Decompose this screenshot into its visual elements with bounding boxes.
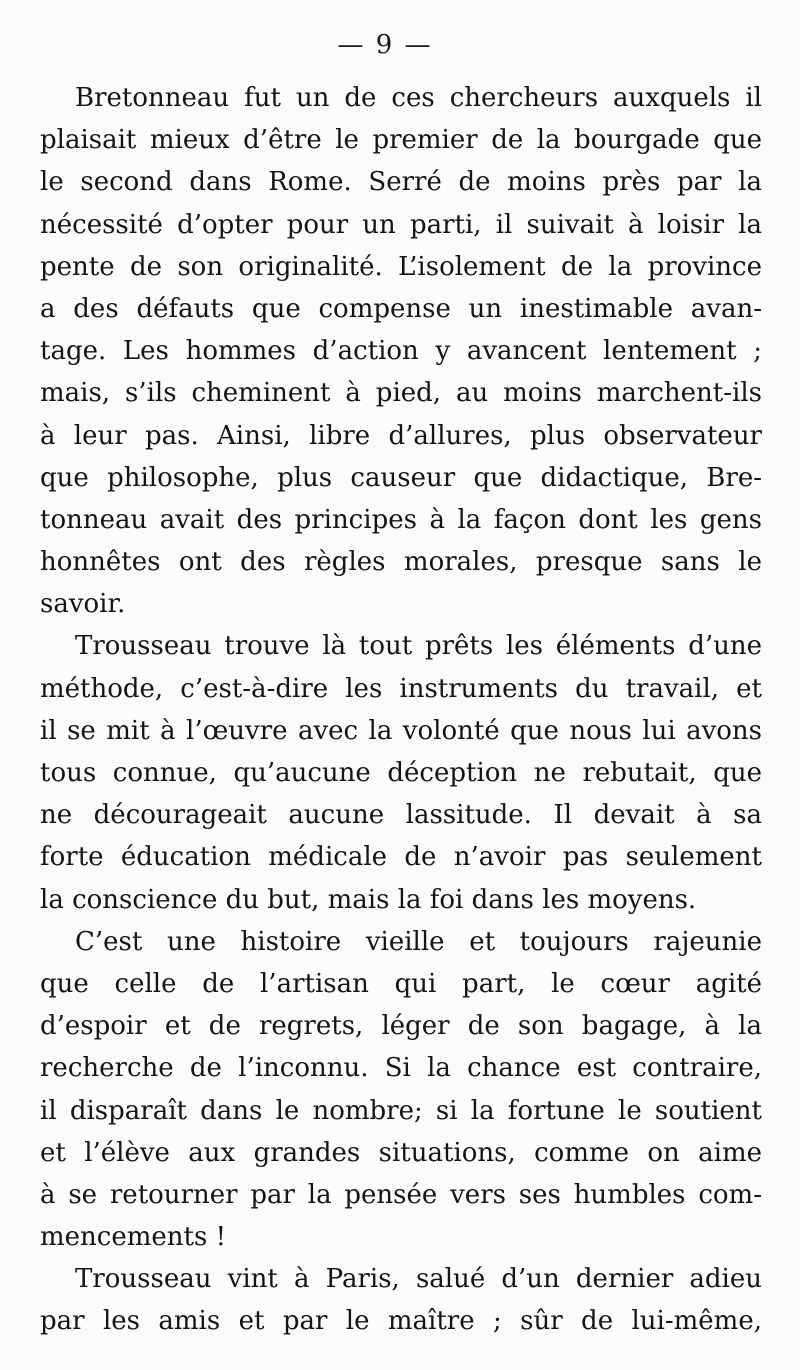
text-line: nécessité d’opter pour un parti, il suivait à loisir la	[40, 209, 762, 240]
text-line: méthode, c’est-à-dire les instruments du travail, et	[40, 673, 762, 704]
text-line: il disparaît dans le nombre; si la fortune le soutient	[40, 1095, 762, 1126]
text-line: et l’élève aux grandes situations, comme on aime	[40, 1137, 762, 1168]
text-line: savoir.	[40, 589, 126, 620]
text-line: plaisait mieux d’être le premier de la bourgade que	[40, 125, 762, 156]
text-line: à se retourner par la pensée vers ses humbles com-	[40, 1179, 762, 1210]
text-line: ne décourageait aucune lassitude. Il devait à sa	[40, 800, 762, 831]
text-line: forte éducation médicale de n’avoir pas seulement	[40, 842, 762, 873]
text-line: par les amis et par le maître ; sûr de lui-même,	[40, 1306, 762, 1337]
text-line: C’est une histoire vieille et toujours rajeunie	[75, 926, 762, 957]
text-line: que philosophe, plus causeur que didactique, Bre-	[40, 462, 762, 493]
page-number: — 9 —	[337, 30, 433, 60]
text-line: que celle de l’artisan qui part, le cœur agité	[40, 968, 762, 999]
text-line: mais, s’ils cheminent à pied, au moins marchent-ils	[40, 378, 762, 409]
text-line: Bretonneau fut un de ces chercheurs auxquels il	[75, 83, 762, 113]
text-line: d’espoir et de regrets, léger de son bagage, à la	[40, 1011, 762, 1042]
text-line: le second dans Rome. Serré de moins près par la	[40, 167, 762, 198]
text-line: recherche de l’inconnu. Si la chance est contraire,	[40, 1053, 762, 1084]
text-line: il se mit à l’œuvre avec la volonté que nous lui avons	[40, 715, 762, 746]
text-line: tonneau avait des principes à la façon dont les gens	[40, 504, 762, 535]
text-line: Trousseau vint à Paris, salué d’un dernier adieu	[75, 1264, 762, 1295]
text-line: tous connue, qu’aucune déception ne rebutait, que	[40, 758, 762, 788]
text-line: pente de son originalité. L’isolement de la province	[40, 251, 762, 282]
body-text	[40, 77, 762, 1343]
text-line: la conscience du but, mais la foi dans les moyens.	[40, 884, 697, 915]
text-line: honnêtes ont des règles morales, presque sans le	[40, 547, 762, 578]
text-line: Trousseau trouve là tout prêts les éléments d’une	[75, 631, 762, 662]
text-line: mencements !	[40, 1222, 227, 1253]
text-line: à leur pas. Ainsi, libre d’allures, plus observateur	[40, 420, 762, 451]
text-line: a des défauts que compense un inestimable avan-	[40, 293, 762, 324]
text-line: tage. Les hommes d’action y avancent lentement ;	[40, 336, 762, 367]
